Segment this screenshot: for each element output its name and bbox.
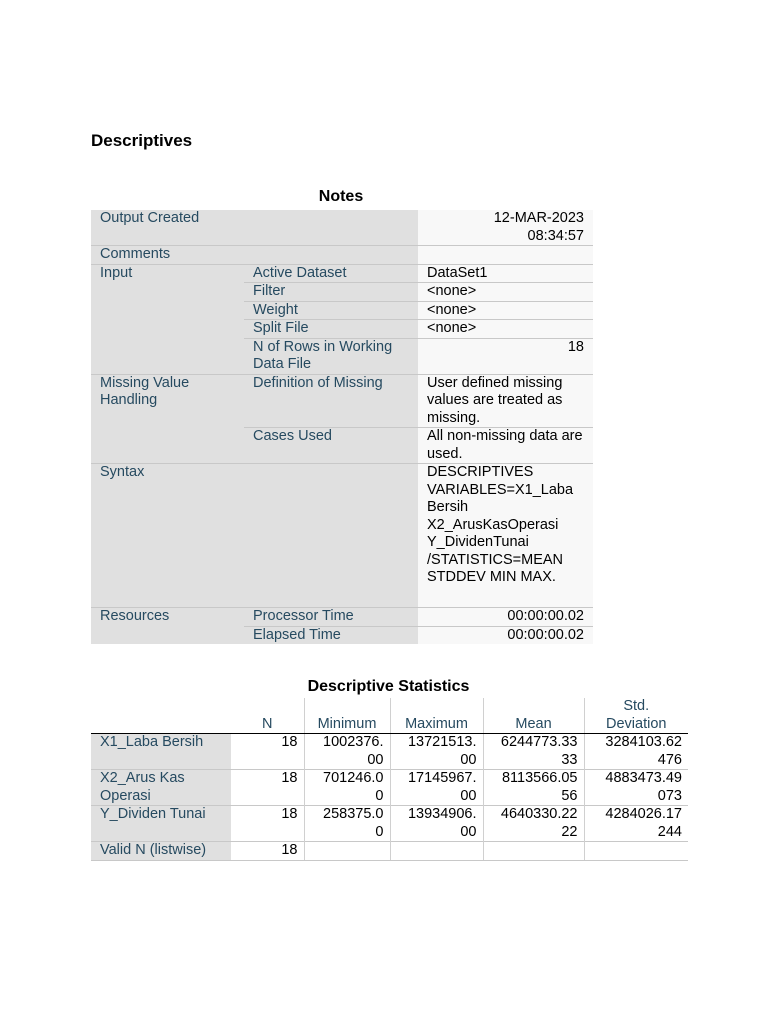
stats-cell-min: 258375.0 0 bbox=[304, 806, 390, 842]
stats-cell-sd: 3284103.62 476 bbox=[584, 734, 688, 770]
stats-cell-mean: 4640330.22 22 bbox=[483, 806, 584, 842]
notes-syntax-value: DESCRIPTIVES VARIABLES=X1_Laba Bersih X2_ArusKasOperasi Y_DividenTunai /STATISTICS=MEAN STDDEV MIN MAX. bbox=[418, 464, 593, 608]
stats-cell-empty bbox=[304, 842, 390, 861]
stats-cell-n: 18 bbox=[231, 806, 304, 842]
stats-row-valid-n bbox=[91, 842, 688, 861]
notes-value: <none> bbox=[418, 301, 593, 320]
notes-sublabel: Definition of Missing bbox=[244, 374, 418, 428]
stats-header-std-deviation: Std. Deviation bbox=[584, 698, 688, 734]
section-heading: Descriptives bbox=[91, 131, 193, 150]
stats-header-n: N bbox=[231, 698, 304, 734]
stats-row-label: X1_Laba Bersih bbox=[91, 734, 231, 770]
stats-row-x2 bbox=[91, 770, 688, 806]
notes-sublabel: Weight bbox=[244, 301, 418, 320]
stats-cell-sd: 4883473.49 073 bbox=[584, 770, 688, 806]
notes-row-resources bbox=[91, 608, 593, 627]
stats-row-label: Valid N (listwise) bbox=[91, 842, 231, 861]
notes-row-syntax bbox=[91, 464, 593, 608]
stats-cell-empty bbox=[390, 842, 483, 861]
stats-cell-max: 13721513. 00 bbox=[390, 734, 483, 770]
notes-title: Notes bbox=[318, 188, 364, 205]
stats-header-mean: Mean bbox=[483, 698, 584, 734]
notes-row-output-created bbox=[91, 210, 593, 246]
notes-value: <none> bbox=[418, 320, 593, 339]
notes-label: Resources bbox=[91, 608, 244, 645]
stats-cell-n: 18 bbox=[231, 770, 304, 806]
stats-header-minimum: Minimum bbox=[304, 698, 390, 734]
notes-sublabel: Processor Time bbox=[244, 608, 418, 627]
notes-sublabel: Active Dataset bbox=[244, 264, 418, 283]
stats-header-maximum: Maximum bbox=[390, 698, 483, 734]
notes-value: DataSet1 bbox=[418, 264, 593, 283]
stats-row-x1 bbox=[91, 734, 688, 770]
stats-cell-min: 1002376. 00 bbox=[304, 734, 390, 770]
stats-row-label: Y_Dividen Tunai bbox=[91, 806, 231, 842]
stats-cell-n: 18 bbox=[231, 734, 304, 770]
notes-value: 00:00:00.02 bbox=[418, 608, 593, 627]
notes-value: All non-missing data are used. bbox=[418, 428, 593, 464]
notes-label: Syntax bbox=[91, 464, 418, 608]
notes-value bbox=[418, 246, 593, 265]
notes-label: Input bbox=[91, 264, 244, 374]
notes-row-comments bbox=[91, 246, 593, 265]
descriptive-statistics-table bbox=[91, 698, 688, 861]
stats-cell-empty bbox=[584, 842, 688, 861]
notes-sublabel: Elapsed Time bbox=[244, 626, 418, 644]
stats-cell-min: 701246.0 0 bbox=[304, 770, 390, 806]
notes-row-input bbox=[91, 264, 593, 283]
notes-value: 12-MAR-2023 08:34:57 bbox=[418, 210, 593, 246]
stats-title: Descriptive Statistics bbox=[307, 678, 470, 695]
notes-sublabel: Split File bbox=[244, 320, 418, 339]
notes-table bbox=[91, 210, 593, 644]
notes-value: <none> bbox=[418, 283, 593, 302]
stats-cell-max: 17145967. 00 bbox=[390, 770, 483, 806]
stats-row-label: X2_Arus Kas Operasi bbox=[91, 770, 231, 806]
stats-cell-sd: 4284026.17 244 bbox=[584, 806, 688, 842]
notes-label: Comments bbox=[91, 246, 418, 265]
notes-sublabel: Cases Used bbox=[244, 428, 418, 464]
notes-value: 00:00:00.02 bbox=[418, 626, 593, 644]
notes-sublabel: Filter bbox=[244, 283, 418, 302]
notes-label: Output Created bbox=[91, 210, 418, 246]
stats-cell-n: 18 bbox=[231, 842, 304, 861]
notes-value: 18 bbox=[418, 338, 593, 374]
stats-cell-max: 13934906. 00 bbox=[390, 806, 483, 842]
notes-row-missing bbox=[91, 374, 593, 428]
notes-label: Missing Value Handling bbox=[91, 374, 244, 464]
stats-header-row bbox=[91, 698, 688, 734]
stats-cell-mean: 8113566.05 56 bbox=[483, 770, 584, 806]
stats-header-blank bbox=[91, 698, 231, 734]
stats-cell-mean: 6244773.33 33 bbox=[483, 734, 584, 770]
notes-value: User defined missing values are treated as missing. bbox=[418, 374, 593, 428]
stats-row-y bbox=[91, 806, 688, 842]
stats-cell-empty bbox=[483, 842, 584, 861]
notes-sublabel: N of Rows in Working Data File bbox=[244, 338, 418, 374]
